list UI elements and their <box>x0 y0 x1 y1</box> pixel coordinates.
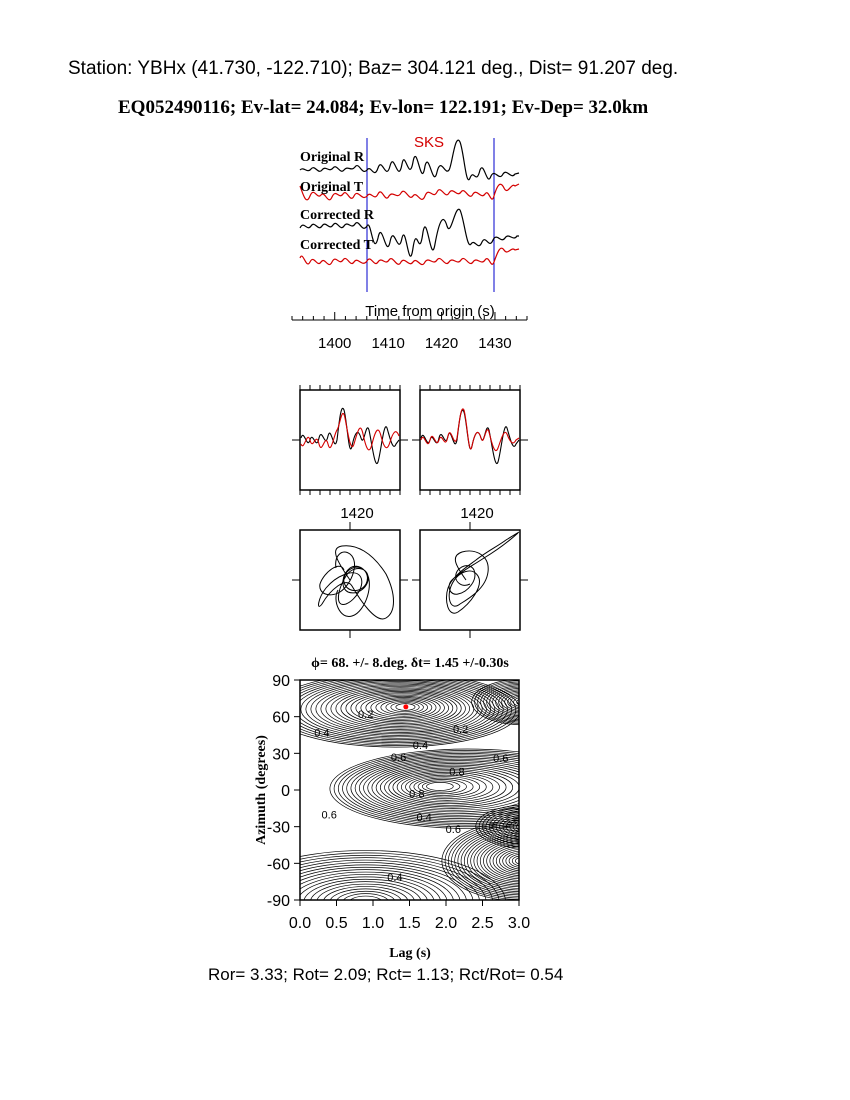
contour-x-tick-label: 3.0 <box>507 915 531 932</box>
waveform-tick-label: 1430 <box>478 335 512 352</box>
best-fit-marker <box>403 704 408 709</box>
series-label-corrected-t: Corrected T <box>300 238 373 253</box>
series-label-original-t: Original T <box>300 180 364 195</box>
window-corrected-r <box>421 410 519 463</box>
upper-minimum-contours <box>271 673 520 747</box>
particle-motion-corrected <box>446 532 519 613</box>
contour-y-tick-label: 0 <box>281 783 290 800</box>
contour-line <box>475 681 571 724</box>
contour-line <box>486 809 567 844</box>
contour-line <box>493 846 552 876</box>
window-box-ticks <box>292 385 528 495</box>
contour-line <box>336 891 395 913</box>
splitting-statistics: Ror= 3.33; Rot= 2.09; Rct= 1.13; Rct/Rot= 0.54 <box>208 965 564 984</box>
contour-line <box>464 832 581 890</box>
contour-line <box>326 686 474 731</box>
contour-x-tick-label: 2.5 <box>471 915 494 932</box>
particle-motion-panel <box>292 522 528 638</box>
contour-label: 0.6 <box>493 753 509 766</box>
right-dense-contours <box>442 679 604 901</box>
contour-line <box>461 830 584 892</box>
particle-waveform-panel <box>292 385 528 522</box>
contour-line <box>476 805 577 848</box>
contour-y-tick-label: 90 <box>272 673 290 690</box>
contour-line <box>499 849 545 872</box>
contour-label: 0.8 <box>449 766 465 779</box>
series-label-original-r: Original R <box>300 150 365 165</box>
contour-label: 0.2 <box>452 723 469 736</box>
corrected-particle-box <box>420 530 520 630</box>
contour-line <box>503 851 543 871</box>
window-original-r <box>301 408 399 463</box>
contour-label: 0.6 <box>390 752 407 764</box>
window-box-1-tick-label: 1420 <box>340 505 374 522</box>
contour-y-tick-label: -60 <box>266 856 290 874</box>
contour-line <box>496 813 556 839</box>
waveform-tick-label: 1410 <box>371 335 405 352</box>
waveform-panel <box>292 134 527 352</box>
contour-line <box>467 833 577 888</box>
contour-line <box>487 843 559 879</box>
contour-line <box>471 835 575 887</box>
contour-line <box>474 836 572 885</box>
contour-y-tick-label: 30 <box>272 746 290 764</box>
contour-label: 0.6 <box>321 809 337 822</box>
contour-y-tick-label: -90 <box>266 893 290 910</box>
contour-label: 0.4 <box>387 871 403 884</box>
phase-label: SKS <box>414 134 445 151</box>
contour-line <box>442 820 604 901</box>
contour-line <box>349 896 382 909</box>
contour-line <box>418 779 466 793</box>
contour-x-tick-label: 0.0 <box>288 915 312 932</box>
contour-line <box>505 694 541 711</box>
contour-line <box>478 682 568 722</box>
contour-line <box>330 889 402 916</box>
contour-x-tick-label: 2.0 <box>434 915 458 932</box>
contour-line <box>499 691 547 713</box>
contour-line <box>515 857 529 864</box>
contour-line <box>520 823 533 830</box>
event-info: EQ052490116; Ev-lat= 24.084; Ev-lon= 122.191; Ev-Dep= 32.0km <box>118 97 649 118</box>
contour-label: 0.2 <box>358 709 374 722</box>
waveform-x-label: Time from origin (s) <box>365 303 495 320</box>
contour-line <box>508 695 538 709</box>
contour-line <box>451 825 593 896</box>
middle-maximum-contours <box>330 749 605 828</box>
contour-line <box>483 841 561 880</box>
contour-line <box>276 674 516 746</box>
contour-y-ticks <box>267 673 300 910</box>
contour-x-tick-label: 1.5 <box>398 915 421 932</box>
contour-line <box>455 827 591 895</box>
window-box-2-tick-label: 1420 <box>460 505 494 522</box>
contour-label: 0.6 <box>445 824 461 837</box>
contour-line <box>506 852 540 869</box>
waveform-tick-label: 1400 <box>318 335 352 352</box>
contour-x-tick-label: 1.0 <box>361 915 385 932</box>
contour-y-tick-label: -30 <box>266 819 290 837</box>
contour-y-label: Azimuth (degrees) <box>254 735 269 845</box>
contour-label: 0.4 <box>412 739 429 752</box>
contour-line <box>481 683 565 721</box>
contour-line <box>490 687 556 717</box>
contour-label: 0.4 <box>314 727 330 740</box>
contour-label: 0.8 <box>409 788 425 801</box>
particle-box-ticks <box>292 522 528 638</box>
contour-line <box>445 822 600 900</box>
contour-y-tick-label: 60 <box>272 709 290 727</box>
contour-line <box>496 690 550 715</box>
contour-line <box>510 819 543 834</box>
contour-x-ticks <box>289 900 530 932</box>
contour-line <box>483 808 571 846</box>
series-label-corrected-r: Corrected R <box>300 208 374 223</box>
contour-x-label: Lag (s) <box>389 946 431 961</box>
contour-line <box>509 854 536 868</box>
contour-title: ϕ= 68. +/- 8.deg. δt= 1.45 +/-0.30s <box>311 656 509 671</box>
contour-line <box>487 686 559 719</box>
particle-motion-original <box>319 546 394 619</box>
contour-label: 0.4 <box>416 811 432 824</box>
contour-line <box>511 696 535 708</box>
contour-line <box>496 848 549 874</box>
waveform-tick-label: 1420 <box>424 335 459 352</box>
contour-line <box>427 782 454 790</box>
contour-line <box>477 838 568 884</box>
station-info: Station: YBHx (41.730, -122.710); Baz= 304.121 deg., Dist= 91.207 deg. <box>68 58 679 79</box>
energy-contour-panel <box>226 656 605 961</box>
contour-x-tick-label: 0.5 <box>325 915 348 932</box>
